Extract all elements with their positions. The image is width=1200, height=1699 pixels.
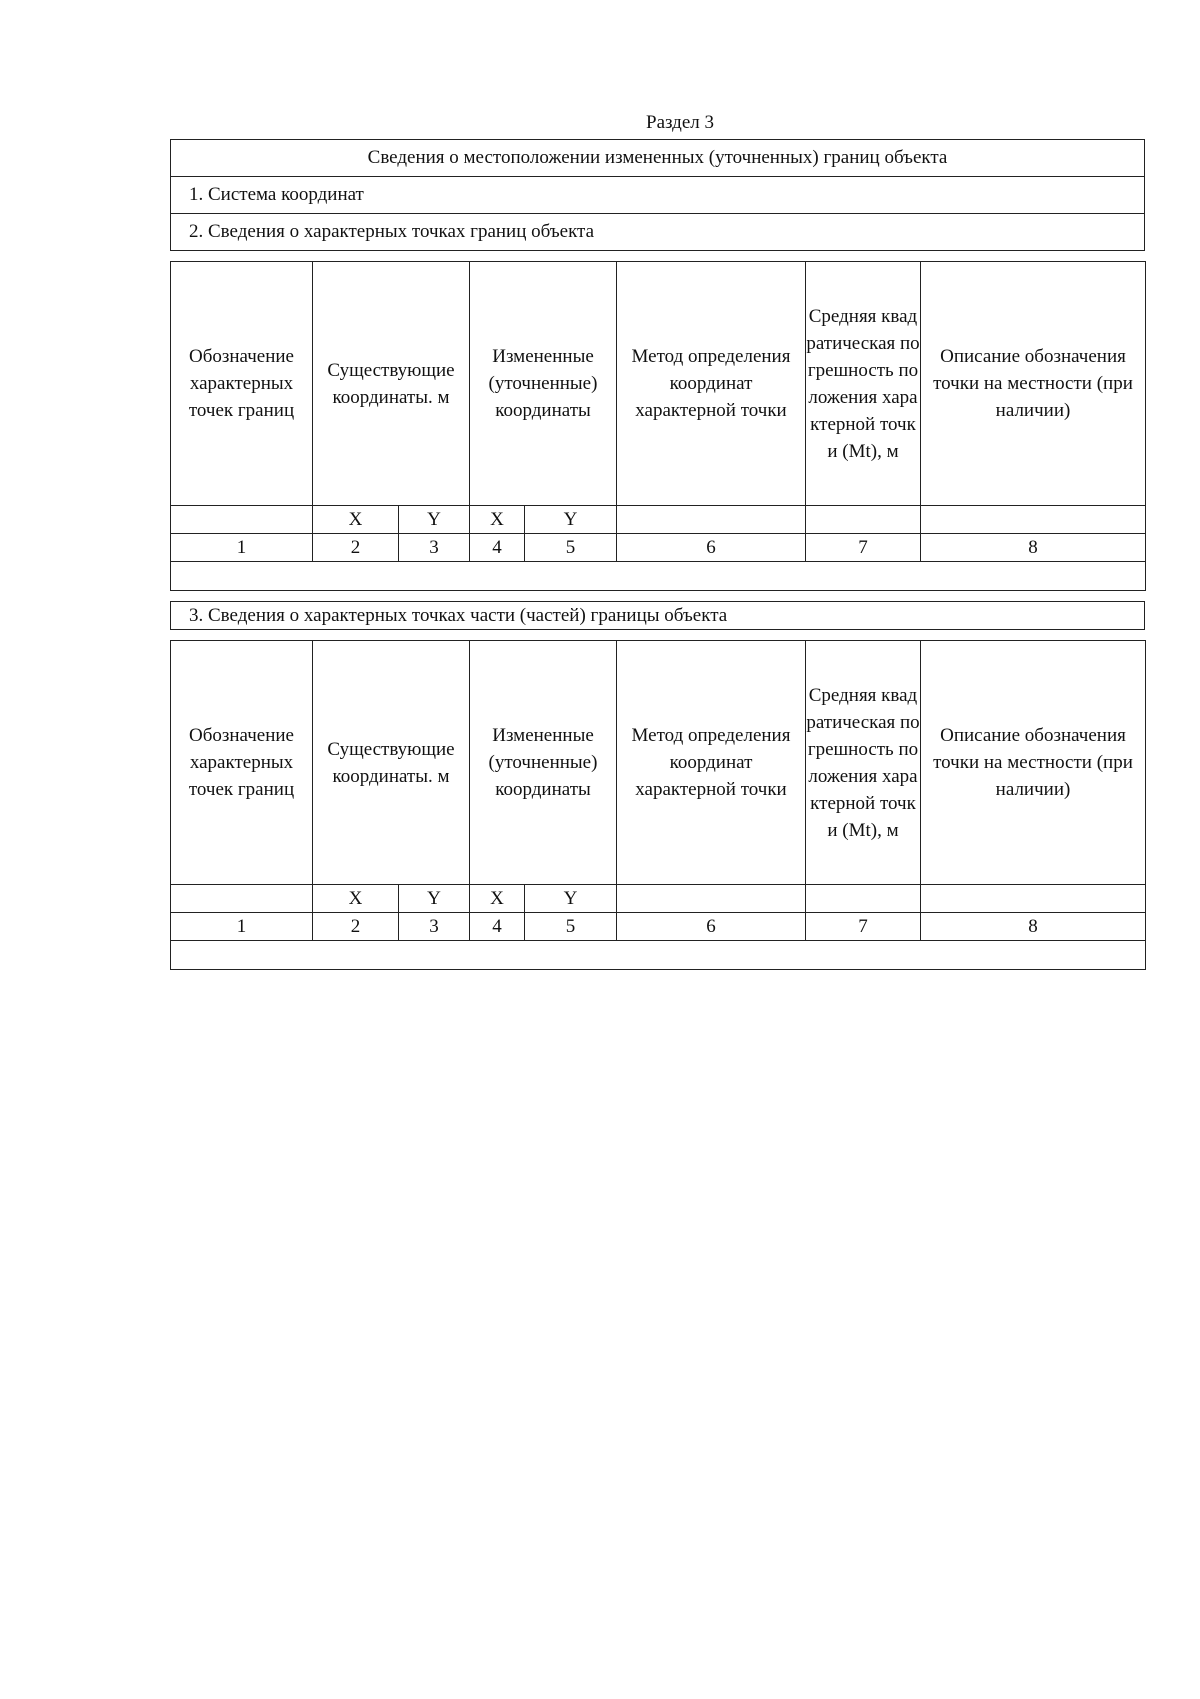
column-number: 8 xyxy=(921,913,1146,941)
column-number: 6 xyxy=(617,913,806,941)
column-number: 6 xyxy=(617,534,806,562)
axis-x-existing: X xyxy=(313,506,399,534)
empty-data-cell xyxy=(171,562,1146,591)
header-existing-coordinates: Существующие координаты. м xyxy=(313,262,470,506)
axis-x-changed: X xyxy=(470,885,525,913)
axis-cell-empty xyxy=(921,885,1146,913)
header-changed-coordinates: Измененные (уточненные) координаты xyxy=(470,641,617,885)
column-number: 4 xyxy=(470,534,525,562)
empty-data-cell xyxy=(171,941,1146,970)
empty-data-row xyxy=(171,562,1146,591)
column-number: 2 xyxy=(313,534,399,562)
axis-cell-empty xyxy=(171,506,313,534)
header-description: Описание обозначения точки на местности (при наличии) xyxy=(921,262,1146,506)
column-number: 7 xyxy=(806,534,921,562)
column-number: 1 xyxy=(171,534,313,562)
header-row xyxy=(171,262,1146,506)
axis-y-existing: Y xyxy=(399,885,470,913)
axis-y-existing: Y xyxy=(399,506,470,534)
column-number: 8 xyxy=(921,534,1146,562)
header-method: Метод определения координат характерной точки xyxy=(617,262,806,506)
column-number: 1 xyxy=(171,913,313,941)
section-heading: Сведения о местоположении измененных (уточненных) границ объекта xyxy=(171,140,1144,177)
part-points-heading: 3. Сведения о характерных точках части (частей) границы объекта xyxy=(170,601,1145,630)
axis-cell-empty xyxy=(806,885,921,913)
header-existing-coordinates: Существующие координаты. м xyxy=(313,641,470,885)
column-number: 5 xyxy=(525,913,617,941)
header-point-designation: Обозначение характерных точек границ xyxy=(171,641,313,885)
header-method: Метод определения координат характерной точки xyxy=(617,641,806,885)
axis-y-changed: Y xyxy=(525,885,617,913)
axis-y-changed: Y xyxy=(525,506,617,534)
axis-x-existing: X xyxy=(313,885,399,913)
column-number: 4 xyxy=(470,913,525,941)
axis-row xyxy=(171,506,1146,534)
column-number: 2 xyxy=(313,913,399,941)
column-number-row xyxy=(171,913,1146,941)
header-mean-error: Средняя квадратическая погрешность положения характерной точки (Mt), м xyxy=(806,641,921,885)
header-row xyxy=(171,641,1146,885)
axis-cell-empty xyxy=(171,885,313,913)
header-point-designation: Обозначение характерных точек границ xyxy=(171,262,313,506)
boundary-points-heading: 2. Сведения о характерных точках границ объекта xyxy=(189,221,595,242)
axis-row xyxy=(171,885,1146,913)
header-description: Описание обозначения точки на местности (при наличии) xyxy=(921,641,1146,885)
column-number: 3 xyxy=(399,913,470,941)
axis-cell-empty xyxy=(617,506,806,534)
boundary-points-table xyxy=(170,261,1146,591)
coordinate-system-row: 1. Система координат xyxy=(171,177,1144,214)
axis-cell-empty xyxy=(806,506,921,534)
column-number: 5 xyxy=(525,534,617,562)
column-number: 3 xyxy=(399,534,470,562)
header-changed-coordinates: Измененные (уточненные) координаты xyxy=(470,262,617,506)
header-mean-error: Средняя квадратическая погрешность положения характерной точки (Mt), м xyxy=(806,262,921,506)
empty-data-row xyxy=(171,941,1146,970)
axis-cell-empty xyxy=(617,885,806,913)
part-points-table xyxy=(170,640,1146,970)
axis-x-changed: X xyxy=(470,506,525,534)
column-number-row xyxy=(171,534,1146,562)
section-info-box xyxy=(170,139,1145,251)
column-number: 7 xyxy=(806,913,921,941)
section-title: Раздел 3 xyxy=(646,112,714,133)
axis-cell-empty xyxy=(921,506,1146,534)
